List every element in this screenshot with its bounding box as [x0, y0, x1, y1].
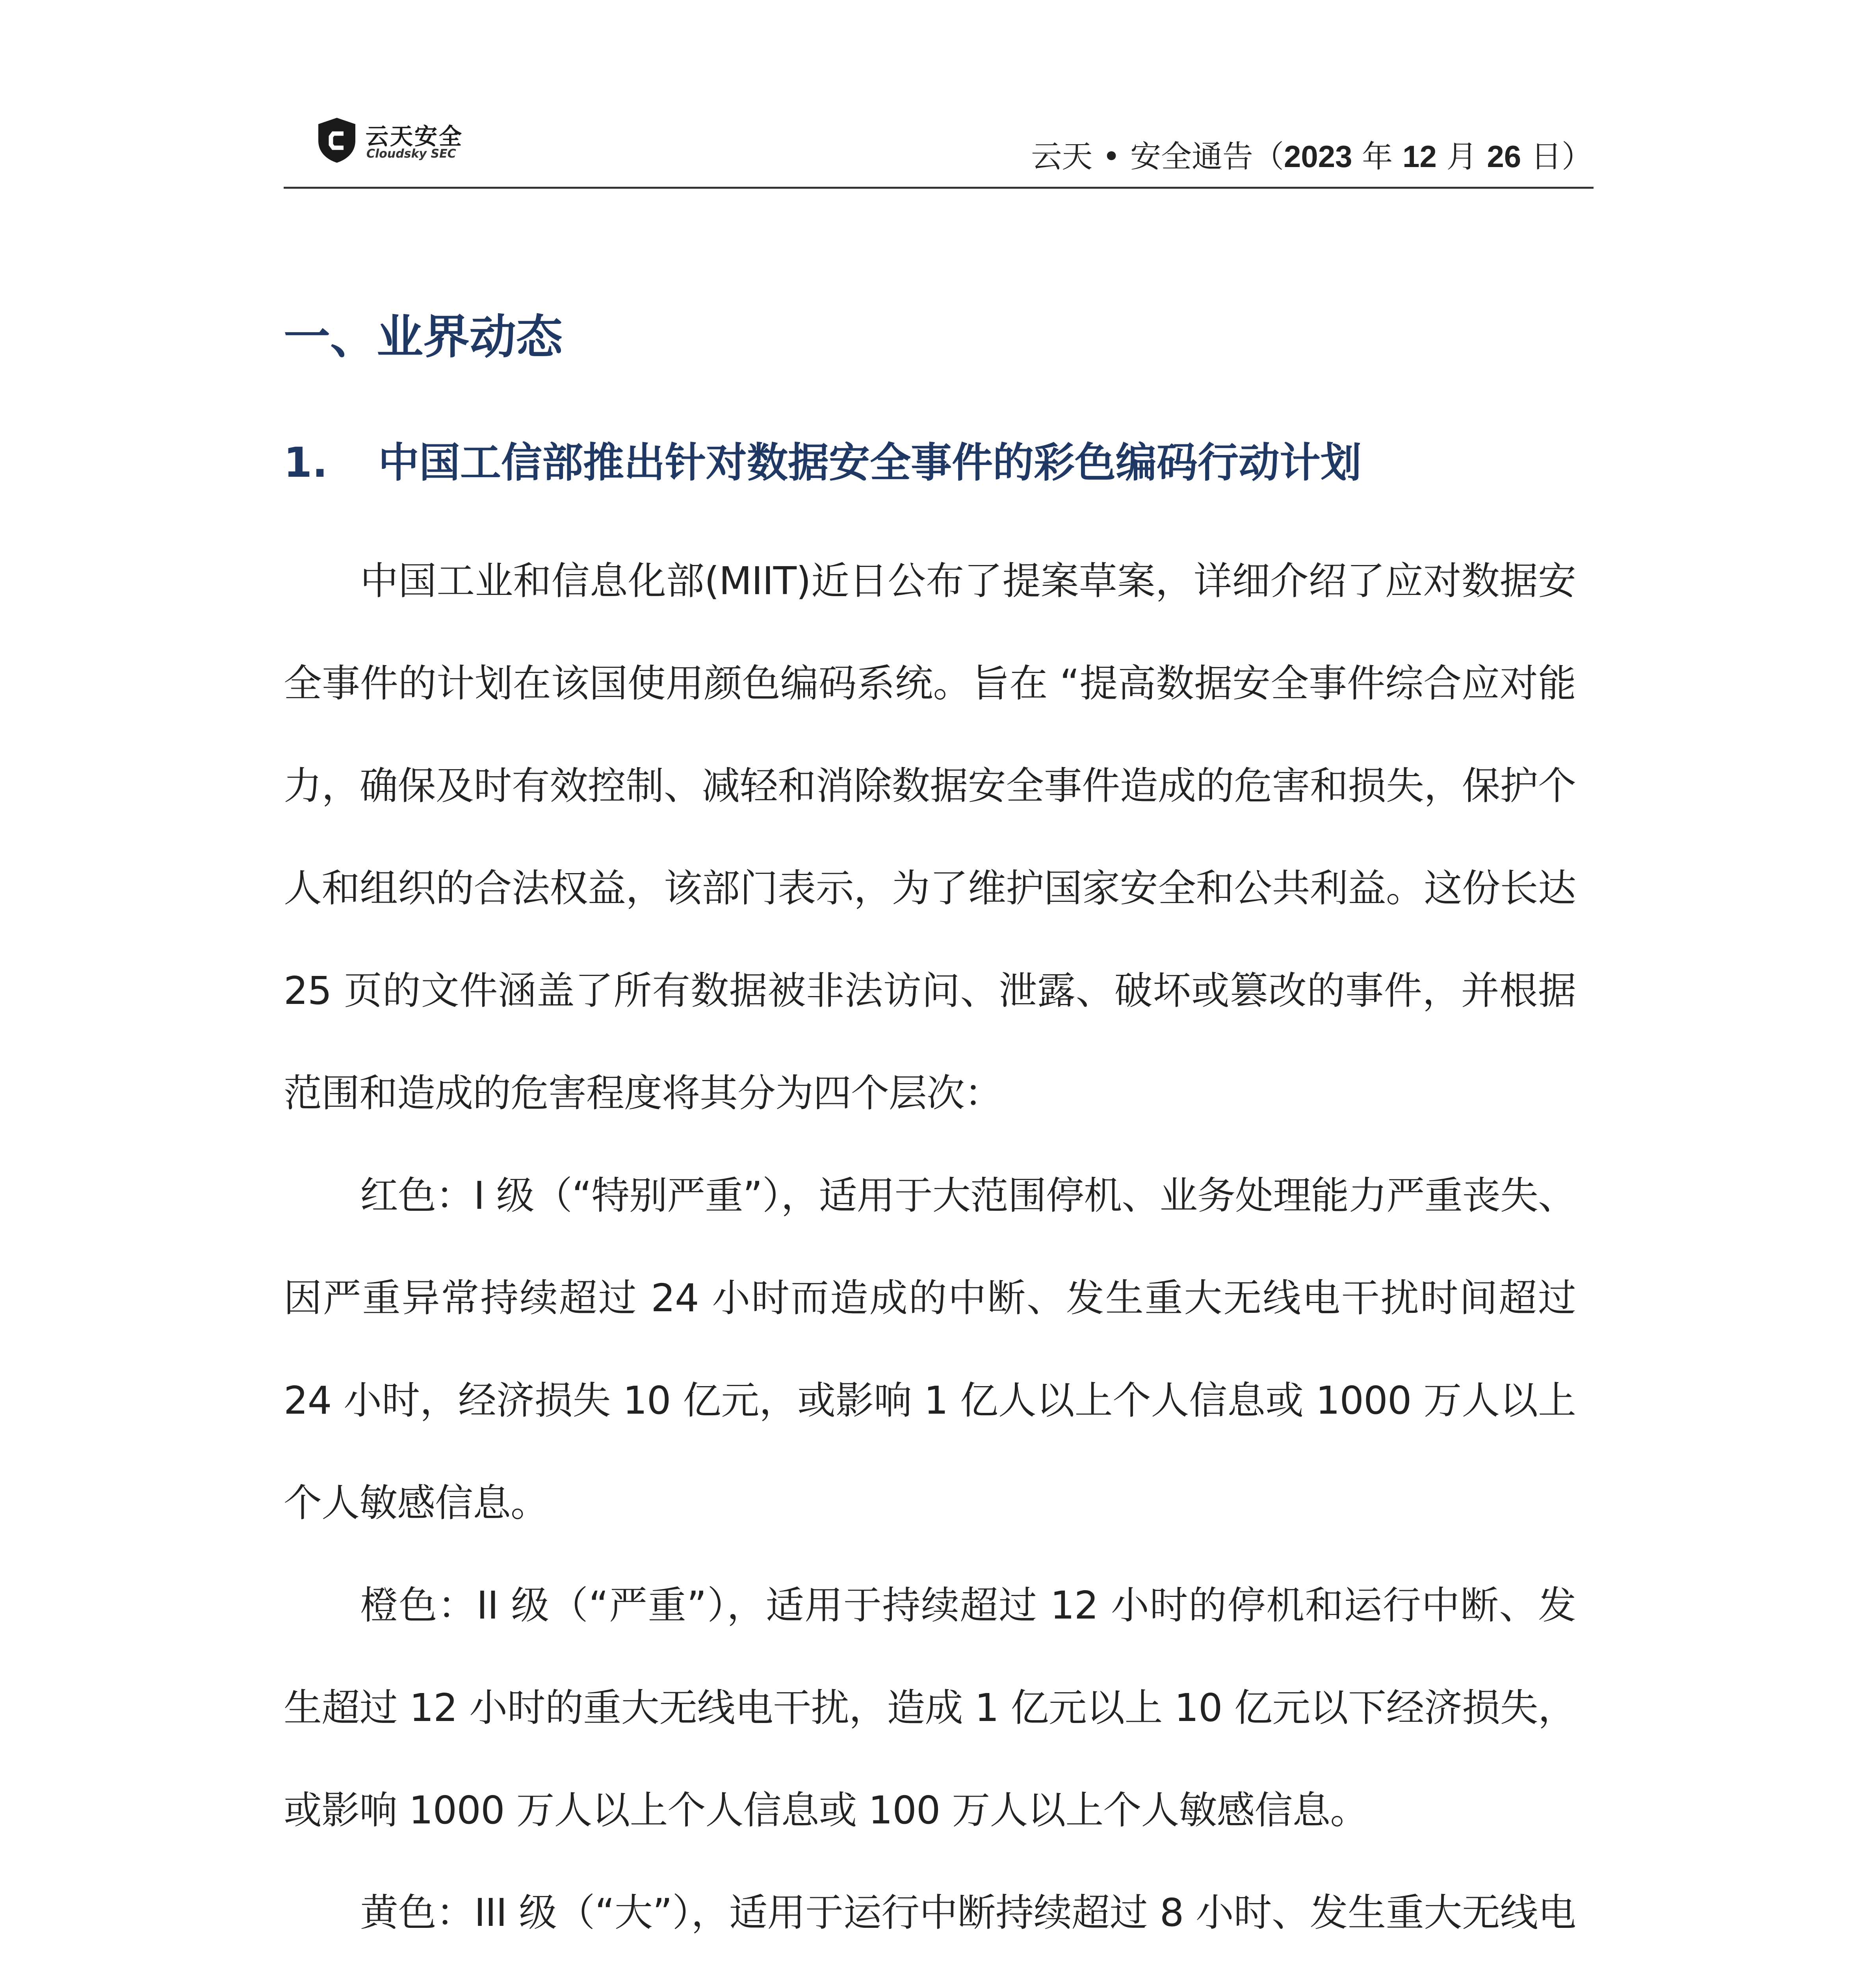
article-number: 1.	[284, 439, 328, 487]
paragraph-intro: 中国工业和信息化部(MIIT)近日公布了提案草案，详细介绍了应对数据安全事件的计划在该国使用颜色编码系统。旨在 “提高数据安全事件综合应对能力，确保及时有效控制、减轻和消除数据安全事件造成的危害和损失，保护个人和组织的合法权益，该部门表示，为了维护国家安全和公共利益。这份长达 25 页的文件涵盖了所有数据被非法访问、泄露、破坏或篡改的事件，并根据范围和造成的危害程度将其分为四个层次：	[284, 559, 1576, 1115]
article-title: 中国工信部推出针对数据安全事件的彩色编码行动计划	[378, 439, 1362, 487]
bulletin-title	[1031, 132, 1592, 176]
company-logo	[315, 116, 481, 167]
paragraph-yellow-level: 黄色：III 级（“大”），适用于运行中断持续超过 8 小时、发生重大无线电	[360, 1890, 1576, 1935]
bulletin-day: 26	[1487, 139, 1521, 174]
bulletin-year: 2023	[1283, 139, 1352, 174]
bulletin-month-unit: 月	[1436, 139, 1487, 175]
bulletin-year-unit: 年	[1352, 139, 1403, 175]
bulletin-title-prefix: 云天 • 安全通告（	[1031, 139, 1284, 175]
logo-english-name: Cloudsky SEC	[366, 147, 456, 161]
logo-chinese-name: 云天安全	[366, 123, 464, 150]
shield-logo-icon	[315, 116, 358, 164]
bulletin-month: 12	[1402, 139, 1437, 174]
paragraph-red-level: 红色：I 级（“特别严重”），适用于大范围停机、业务处理能力严重丧失、因严重异常持续超过 24 小时而造成的中断、发生重大无线电干扰时间超过 24 小时，经济损失 10 亿元，或影响 1 亿人以上个人信息或 1000 万人以上个人敏感信息。	[284, 1173, 1576, 1525]
bulletin-day-unit: 日）	[1521, 139, 1592, 175]
article-body	[284, 530, 1576, 1970]
header-divider	[284, 187, 1594, 189]
paragraph-orange-level: 橙色：II 级（“严重”），适用于持续超过 12 小时的停机和运行中断、发生超过 12 小时的重大无线电干扰，造成 1 亿元以上 10 亿元以下经济损失，或影响 1000 万人以上个人信息或 100 万人以上个人敏感信息。	[284, 1583, 1576, 1832]
article-heading	[284, 429, 1361, 489]
section-heading: 一、业界动态	[284, 310, 563, 364]
